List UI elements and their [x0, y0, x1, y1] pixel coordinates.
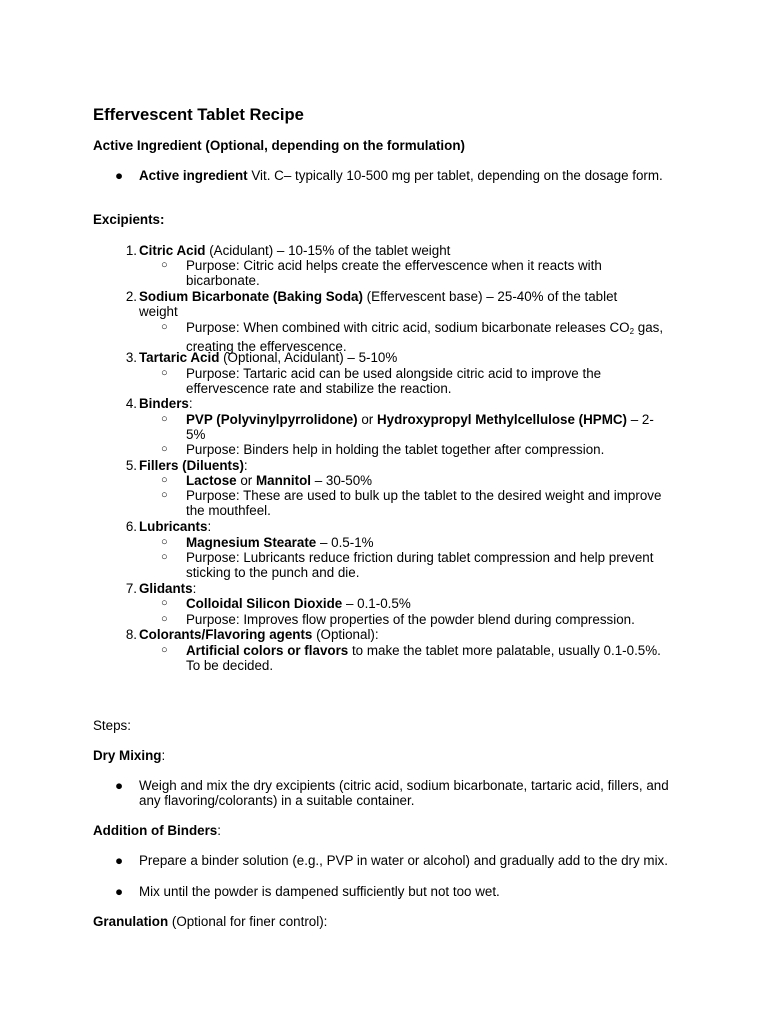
step-text: Weigh and mix the dry excipients (citric acid, sodium bicarbonate, tartaric acid, fillers, and any flavoring/colorants) in a suitable container.: [139, 778, 669, 809]
sub-item-name: Artificial colors or flavors: [186, 643, 349, 658]
item-text: :: [188, 396, 193, 411]
list-number: 5.: [125, 458, 137, 473]
sub-item-text: Purpose: Citric acid helps create the effervescence when it reacts with bicarbonate.: [186, 258, 602, 289]
circle-bullet-icon: ○: [161, 443, 168, 455]
item-name: Colorants/Flavoring agents: [139, 627, 313, 642]
item-text: :: [207, 519, 212, 534]
list-number: 7.: [125, 581, 137, 596]
sub-item-text: or: [357, 412, 377, 427]
sub-item-name-2: Hydroxypropyl Methylcellulose (HPMC): [377, 412, 628, 427]
active-ingredient-heading: Active Ingredient (Optional, depending on the formulation): [93, 138, 465, 153]
circle-bullet-icon: ○: [161, 644, 168, 656]
granulation-heading: Granulation (Optional for finer control):: [93, 914, 328, 929]
steps-label: Steps:: [93, 718, 131, 733]
item-name: Citric Acid: [139, 243, 206, 258]
circle-bullet-icon: ○: [161, 321, 168, 333]
sub-item-text: Purpose: These are used to bulk up the tablet to the desired weight and improve the mouthfeel.: [186, 488, 662, 519]
list-number: 2.: [125, 289, 137, 304]
item-text: (Effervescent base) – 25-40% of the tablet weight: [139, 289, 618, 320]
bullet-icon: ●: [115, 778, 124, 793]
active-ingredient-label: Active ingredient: [139, 168, 248, 183]
sub-item-text: Purpose: Improves flow properties of the powder blend during compression.: [186, 612, 635, 627]
sub-item-text-cont: gas, creating the effervescence.: [186, 320, 664, 355]
circle-bullet-icon: ○: [161, 367, 168, 379]
circle-bullet-icon: ○: [161, 489, 168, 501]
item-name: Tartaric Acid: [139, 350, 220, 365]
sub-item-text: Purpose: Binders help in holding the tablet together after compression.: [186, 442, 605, 457]
sub-item-text-2: – 2-5%: [186, 412, 654, 443]
excipients-heading: Excipients:: [93, 212, 165, 227]
circle-bullet-icon: ○: [161, 551, 168, 563]
circle-bullet-icon: ○: [161, 259, 168, 271]
item-text: (Acidulant) – 10-15% of the tablet weight: [205, 243, 451, 258]
bullet-icon: ●: [115, 884, 124, 899]
sub-item-text: to make the tablet more palatable, usually 0.1-0.5%. To be decided.: [186, 643, 661, 674]
item-text: (Optional, Acidulant) – 5-10%: [219, 350, 398, 365]
item-name: Sodium Bicarbonate (Baking Soda): [139, 289, 363, 304]
item-text: (Optional):: [312, 627, 379, 642]
list-number: 3.: [125, 350, 137, 365]
list-number: 6.: [125, 519, 137, 534]
dry-mixing-heading: Dry Mixing:: [93, 748, 166, 763]
sub-item-text: – 0.5-1%: [316, 535, 374, 550]
sub-item-name-2: Mannitol: [255, 473, 312, 488]
step-text: Mix until the powder is dampened sufficiently but not too wet.: [139, 884, 500, 899]
sub-item-name: Lactose: [186, 473, 237, 488]
item-name: Glidants: [139, 581, 193, 596]
sub-item-text: – 0.1-0.5%: [342, 596, 411, 611]
list-number: 8.: [125, 627, 137, 642]
circle-bullet-icon: ○: [161, 597, 168, 609]
item-text: :: [243, 458, 248, 473]
sub-item-text: or: [236, 473, 256, 488]
bullet-icon: ●: [115, 168, 124, 183]
addition-of-binders-heading: Addition of Binders:: [93, 823, 221, 838]
item-name: Lubricants: [139, 519, 208, 534]
circle-bullet-icon: ○: [161, 613, 168, 625]
list-number: 1.: [125, 243, 137, 258]
circle-bullet-icon: ○: [161, 536, 168, 548]
circle-bullet-icon: ○: [161, 413, 168, 425]
circle-bullet-icon: ○: [161, 474, 168, 486]
sub-item-text-2: – 30-50%: [311, 473, 373, 488]
sub-item-name: PVP (Polyvinylpyrrolidone): [186, 412, 358, 427]
sub-item-text: Purpose: When combined with citric acid, sodium bicarbonate releases CO: [186, 320, 630, 335]
subscript-two: 2: [629, 327, 635, 336]
sub-item-text: Purpose: Tartaric acid can be used alongside citric acid to improve the effervescence rate and stabilize the reaction.: [186, 366, 602, 397]
item-name: Binders: [139, 396, 189, 411]
sub-item-text: Purpose: Lubricants reduce friction during tablet compression and help prevent sticking to the punch and die.: [186, 550, 654, 581]
step-text: Prepare a binder solution (e.g., PVP in water or alcohol) and gradually add to the dry mix.: [139, 853, 668, 868]
active-ingredient-text: Vit. C– typically 10-500 mg per tablet, depending on the dosage form.: [247, 168, 663, 183]
item-text: :: [192, 581, 197, 596]
sub-item-name: Colloidal Silicon Dioxide: [186, 596, 343, 611]
bullet-icon: ●: [115, 853, 124, 868]
item-name: Fillers (Diluents): [139, 458, 244, 473]
document-title: Effervescent Tablet Recipe: [93, 105, 304, 124]
list-number: 4.: [125, 396, 137, 411]
sub-item-name: Magnesium Stearate: [186, 535, 317, 550]
